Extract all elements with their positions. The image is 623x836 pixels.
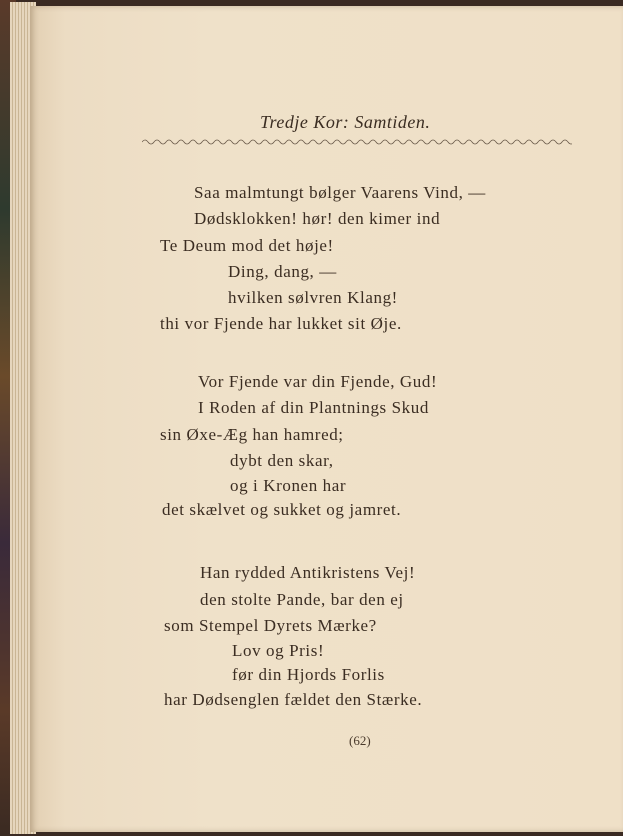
poem-line: Te Deum mod det høje! bbox=[160, 236, 334, 255]
poem-line: før din Hjords Forlis bbox=[232, 665, 385, 684]
book-page bbox=[30, 6, 623, 832]
poem-line: thi vor Fjende har lukket sit Øje. bbox=[160, 314, 402, 333]
poem-line: og i Kronen har bbox=[230, 476, 347, 495]
poem-line: har Dødsenglen fældet den Stærke. bbox=[164, 690, 423, 709]
poem-line: Han rydded Antikristens Vej! bbox=[200, 563, 416, 582]
poem-line: Dødsklokken! hør! den kimer ind bbox=[194, 209, 441, 228]
poem-line: hvilken sølvren Klang! bbox=[228, 288, 398, 307]
running-title: Tredje Kor: Samtiden. bbox=[260, 112, 431, 132]
poem-line: som Stempel Dyrets Mærke? bbox=[164, 616, 377, 635]
page-number: (62) bbox=[349, 733, 371, 748]
poem-line: det skælvet og sukket og jamret. bbox=[162, 500, 402, 519]
poem-line: Lov og Pris! bbox=[232, 641, 325, 660]
poem-line: sin Øxe-Æg han hamred; bbox=[160, 425, 344, 444]
poem-line: den stolte Pande, bar den ej bbox=[200, 590, 404, 609]
poem-line: Ding, dang, — bbox=[228, 262, 337, 281]
decorative-wavy-rule bbox=[142, 136, 572, 146]
poem-line: Vor Fjende var din Fjende, Gud! bbox=[198, 372, 438, 391]
poem-line: Saa malmtungt bølger Vaarens Vind, — bbox=[194, 183, 486, 202]
poem-line: dybt den skar, bbox=[230, 451, 334, 470]
poem-line: I Roden af din Plantnings Skud bbox=[198, 398, 429, 417]
